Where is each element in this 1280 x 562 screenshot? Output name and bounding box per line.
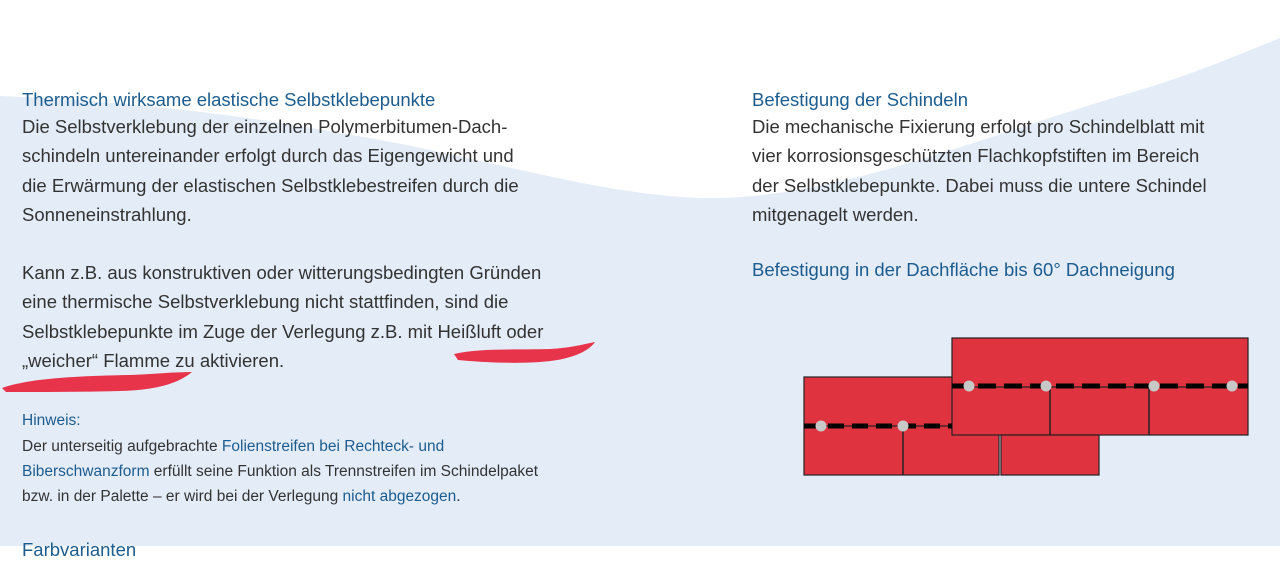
text-line: Die Selbstverklebung der einzelnen Polymerbitumen-Dach- (22, 116, 508, 137)
note-highlight: Biberschwanzform (22, 462, 150, 480)
paragraph-selbstverklebung (22, 112, 602, 229)
right-column (752, 88, 1262, 282)
text-line: eine thermische Selbstverklebung nicht stattfinden, sind die (22, 291, 509, 313)
text-line: der Selbstklebepunkte. Dabei muss die untere Schindel (752, 174, 1207, 196)
note-text-part: bzw. in der Palette – er wird bei der Verlegung (22, 487, 343, 505)
red-marker-stroke (0, 368, 200, 396)
section-heading-befestigung: Befestigung der Schindeln (752, 89, 968, 110)
nail-dot (1149, 381, 1160, 392)
nail-dot (898, 421, 909, 432)
text-line: „weicher“ Flamme zu aktivieren. (22, 350, 285, 372)
note-text-part: . (456, 487, 461, 505)
nail-dot (816, 421, 827, 432)
text-line: mitgenagelt werden. (752, 203, 919, 225)
note-text-part: erfüllt seine Funktion als Trennstreifen im Schindelpaket (149, 462, 539, 480)
text-line: vier korrosionsgeschützten Flachkopfstiften im Bereich (752, 145, 1200, 167)
shingle-nailing-diagram (800, 334, 1252, 480)
nail-dot (1227, 381, 1238, 392)
text-line: die Erwärmung der elastischen Selbstklebestreifen durch die (22, 174, 519, 196)
nail-dot (1041, 381, 1052, 392)
text-line: Selbstklebepunkte im Zuge der Verlegung z.B. mit Heißluft oder (22, 320, 544, 342)
note-highlight: nicht abgezogen (342, 487, 457, 505)
text-line: schindeln untereinander erfolgt durch das Eigengewicht und (22, 145, 514, 167)
note-text-part: Der unterseitig aufgebrachte (22, 438, 222, 456)
paragraph-befestigung (752, 112, 1262, 229)
footer-heading-farbvarianten: Farbvarianten (22, 539, 137, 560)
lower-shingle-tab (1001, 435, 1099, 475)
section-heading-dachneigung: Befestigung in der Dachfläche bis 60° Dachneigung (752, 259, 1175, 281)
text-line: Sonneneinstrahlung. (22, 203, 192, 225)
red-marker-stroke (450, 338, 600, 370)
note-text (22, 435, 602, 509)
section-heading-selbstklebepunkte: Thermisch wirksame elastische Selbstklebepunkte (22, 89, 436, 110)
text-line: Kann z.B. aus konstruktiven oder witterungsbedingten Gründen (22, 262, 542, 284)
left-column (22, 88, 602, 509)
nail-dot (964, 381, 975, 392)
text-line: Die mechanische Fixierung erfolgt pro Schindelblatt mit (752, 116, 1205, 137)
note-title: Hinweis: (22, 412, 81, 430)
note-highlight: Folienstreifen bei Rechteck- und (221, 438, 445, 456)
